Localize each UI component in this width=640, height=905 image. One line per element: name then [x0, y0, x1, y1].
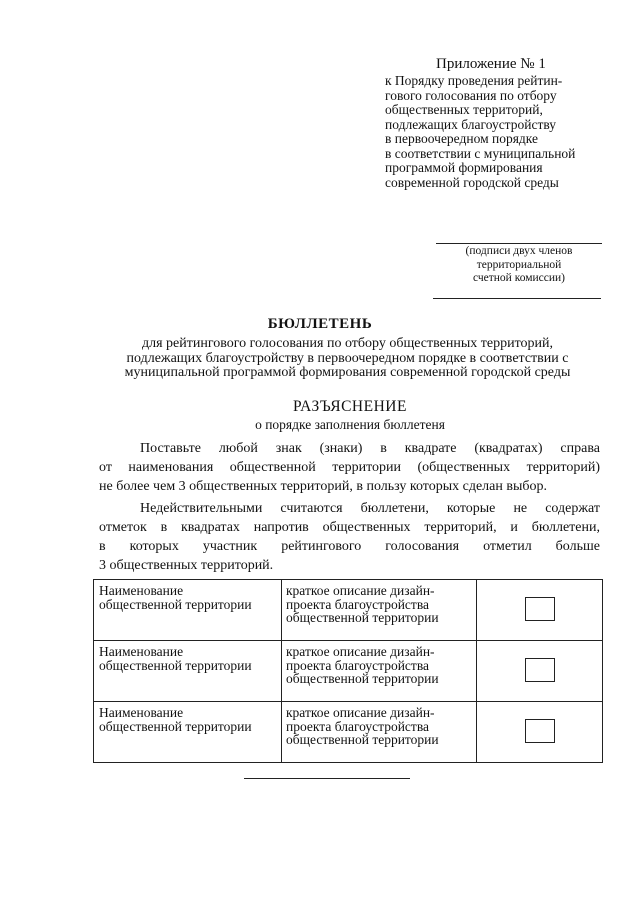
territory-name: Наименование — [99, 583, 184, 598]
design-description: проекта благоустройства — [286, 596, 430, 612]
ballot-title: БЮЛЛЕТЕНЬ — [267, 316, 373, 332]
territory-name-cell — [94, 580, 282, 641]
territory-name: общественной территории — [99, 718, 252, 734]
checkbox-cell — [477, 702, 603, 763]
territory-name: Наименование — [99, 705, 184, 720]
territory-name: общественной территории — [99, 596, 252, 612]
paragraph-line: отметок в квадратах напротив общественных территорий, и бюллетени, — [99, 520, 600, 535]
table-row — [94, 580, 603, 641]
design-description: общественной территории — [286, 732, 439, 747]
appendix-line: гового голосования по отбору — [385, 87, 557, 103]
design-description: краткое описание дизайн- — [286, 583, 435, 598]
paragraph-line: от наименования общественной территории (общественных территорий) — [99, 460, 600, 475]
appendix-line: программой формирования — [385, 160, 543, 175]
ballot-subtitle-line: для рейтингового голосования по отбору общественных территорий, — [141, 336, 554, 351]
table-row — [94, 641, 603, 702]
design-description: общественной территории — [286, 671, 439, 686]
vote-checkbox[interactable] — [525, 597, 555, 621]
signature-caption — [436, 245, 602, 286]
design-description-cell — [282, 641, 477, 702]
appendix-line: подлежащих благоустройству — [385, 116, 557, 132]
bottom-signature-line — [244, 778, 410, 779]
paragraph-line: 3 общественных территорий. — [99, 558, 274, 573]
instruction-paragraph — [99, 439, 600, 496]
appendix-line: к Порядку проведения рейтин- — [385, 73, 563, 88]
invalid-ballot-paragraph — [99, 499, 600, 575]
appendix-title: Приложение № 1 — [436, 56, 546, 72]
paragraph-line: Поставьте любой знак (знаки) в квадрате (квадратах) справа — [140, 441, 600, 456]
checkbox-cell — [477, 641, 603, 702]
signature-line — [433, 298, 601, 299]
design-description: проекта благоустройства — [286, 657, 430, 673]
appendix-line: современной городской среды — [385, 174, 559, 190]
checkbox-cell — [477, 580, 603, 641]
territory-name: общественной территории — [99, 657, 252, 673]
appendix-line: в соответствии с муниципальной — [385, 145, 576, 161]
appendix-reference — [385, 74, 605, 190]
signature-caption-line: (подписи двух членов — [465, 245, 573, 257]
territory-name-cell — [94, 641, 282, 702]
design-description-cell — [282, 580, 477, 641]
vote-checkbox[interactable] — [525, 658, 555, 682]
explanation-title: РАЗЪЯСНЕНИЕ — [293, 398, 407, 415]
territory-name-cell — [94, 702, 282, 763]
explanation-subtitle: о порядке заполнения бюллетеня — [255, 417, 445, 432]
appendix-line: общественных территорий, — [385, 102, 543, 117]
signature-line — [436, 243, 602, 244]
signature-caption-line: территориальной — [476, 258, 562, 271]
ballot-subtitle-line: муниципальной программой формирования современной городской среды — [124, 365, 571, 380]
ballot-table — [93, 579, 603, 763]
paragraph-line: Недействительными считаются бюллетени, которые не содержат — [140, 501, 600, 516]
design-description-cell — [282, 702, 477, 763]
ballot-subtitle-line: подлежащих благоустройству в первоочередном порядке в соответствии с — [126, 350, 569, 366]
ballot-subtitle — [80, 337, 615, 381]
vote-checkbox[interactable] — [525, 719, 555, 743]
design-description: краткое описание дизайн- — [286, 644, 435, 659]
design-description: проекта благоустройства — [286, 718, 430, 734]
territory-name: Наименование — [99, 644, 184, 659]
signature-caption-line: счетной комиссии) — [472, 272, 566, 284]
paragraph-line: не более чем 3 общественных территорий, в пользу которых сделан выбор. — [99, 479, 547, 494]
paragraph-line: в которых участник рейтингового голосования отметил больше — [99, 539, 600, 554]
design-description: общественной территории — [286, 610, 439, 625]
design-description: краткое описание дизайн- — [286, 705, 435, 720]
appendix-line: в первоочередном порядке — [385, 131, 539, 146]
table-row — [94, 702, 603, 763]
